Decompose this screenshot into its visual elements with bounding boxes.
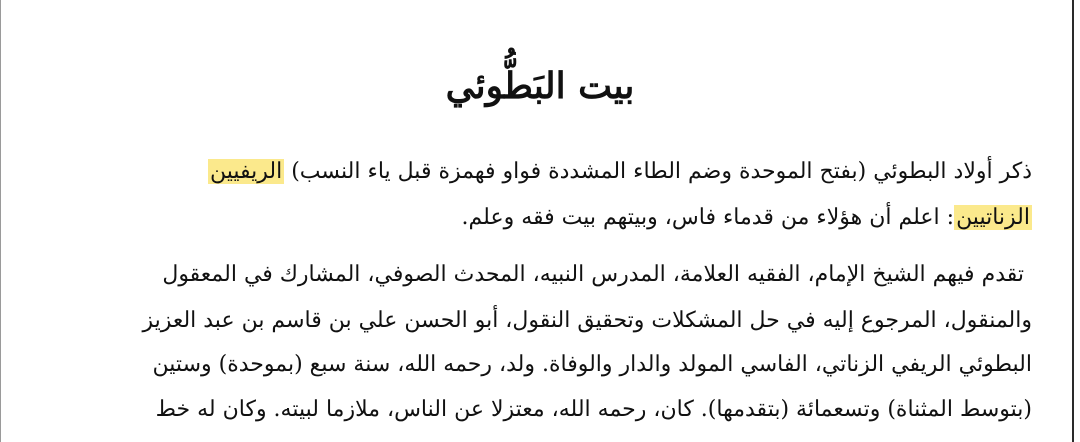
paragraph2-line4: (بتوسط المثناة) وتسعمائة (بتقدمها). كان، رحمه الله، معتزلا عن الناس، ملازما لبيته. وكان له خط	[155, 397, 1032, 422]
paragraph1-line1	[208, 155, 1032, 189]
paragraph1-line2	[462, 201, 1032, 235]
paragraph2-line2: والمنقول، المرجوع إليه في حل المشكلات وتحقيق النقول، أبو الحسن علي بن قاسم بن عبد العزيز	[142, 308, 1032, 333]
page-title: بيت البَطُّوئي	[445, 65, 635, 107]
highlight-zanatiyyin: الزناتيين	[956, 205, 1030, 230]
paragraph1-line2-text: : اعلم أن هؤلاء من قدماء فاس، وبيتهم بيت فقه وعلم.	[461, 205, 955, 230]
paragraph1-line1-text: ذكر أولاد البطوئي (بفتح الموحدة وضم الطاء المشددة فواو فهمزة قبل ياء النسب)	[291, 159, 1032, 184]
paragraph2-line1: تقدم فيهم الشيخ الإمام، الفقيه العلامة، المدرس النبيه، المحدث الصوفي، المشارك في المعقول	[162, 262, 1024, 287]
paragraph2-line3: البطوئي الريفي الزناتي، الفاسي المولد والدار والوفاة. ولد، رحمه الله، سنة سبع (بموحدة) وستين	[152, 352, 1032, 377]
highlight-rifiyyin: الريفيين	[209, 159, 283, 184]
